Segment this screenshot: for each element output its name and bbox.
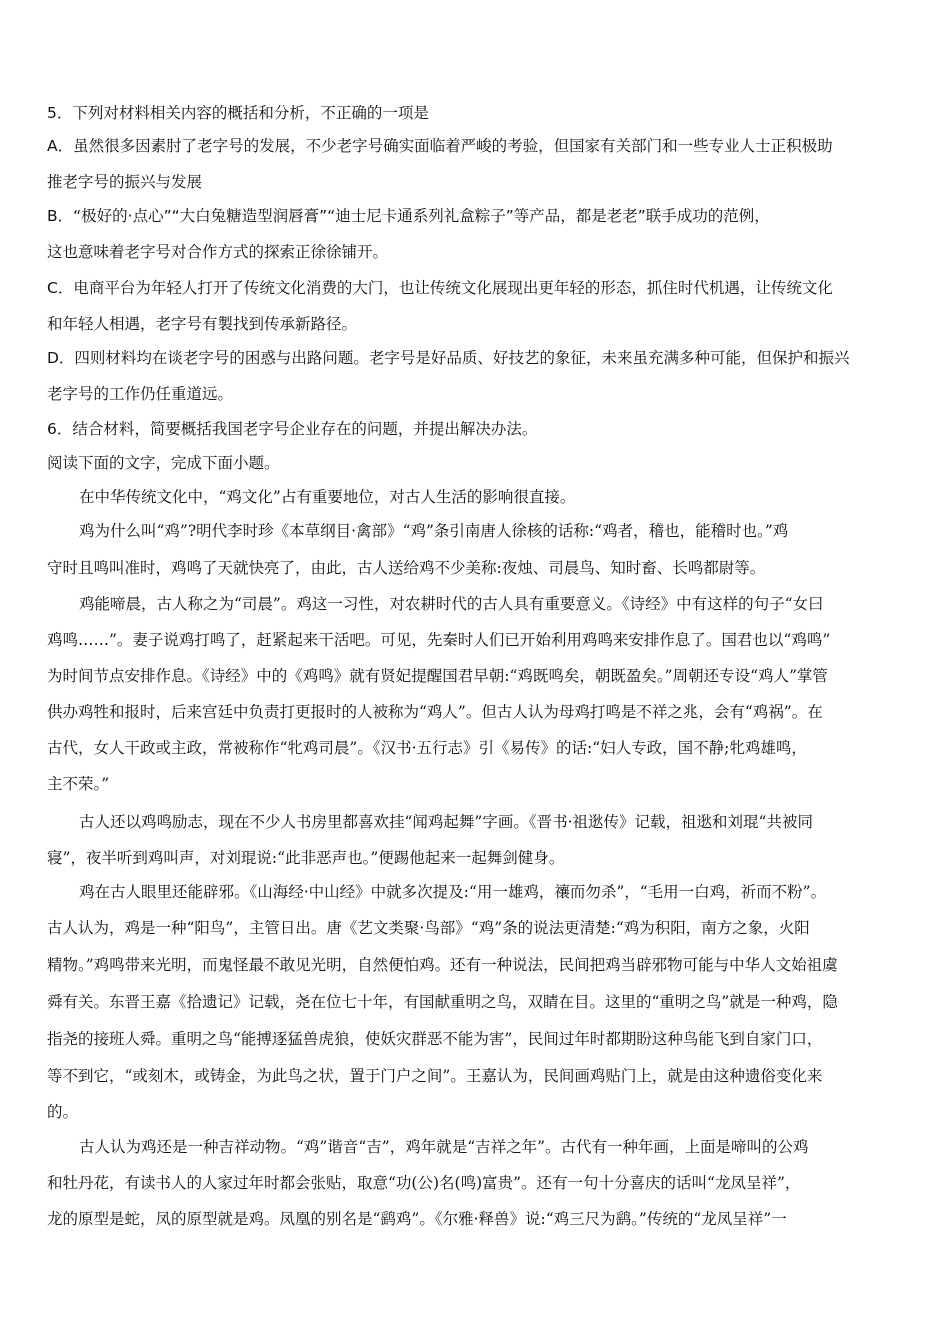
passage-line: 鸡能啼晨，古人称之为“司晨”。鸡这一习性，对农耕时代的古人具有重要意义。《诗经》中有这样的句子“女曰 xyxy=(79,595,824,613)
option-c-line-2: 和年轻人相遇，老字号有製找到传承新路径。 xyxy=(47,315,358,333)
option-d-line-2: 老字号的工作仍任重道远。 xyxy=(47,385,234,403)
option-a-line-2: 推老字号的振兴与发展 xyxy=(47,173,203,191)
passage-line: 龙的原型是蛇，凤的原型就是鸡。凤凰的别名是“鹞鸡”。《尔雅·释兽》说:“鸡三尺为鹞。”传统的“龙凤呈祥”一 xyxy=(47,1210,787,1228)
passage-line: 在中华传统文化中，“鸡文化”占有重要地位，对古人生活的影响很直接。 xyxy=(79,488,576,506)
passage-line: 和牡丹花，有读书人的人家过年时都会张贴，取意“功(公)名(鸣)富贵”。还有一句十分喜庆的话叫“龙凤呈祥”， xyxy=(47,1174,801,1192)
passage-line: 鸡鸣……”。妻子说鸡打鸣了，赶紧起来干活吧。可见，先秦时人们已开始利用鸡鸣来安排作息了。国君也以“鸡鸣” xyxy=(47,631,831,649)
option-b-line-2: 这也意味着老字号对合作方式的探索正徐徐铺开。 xyxy=(47,243,389,261)
passage-line: 供办鸡牲和报时，后来宫廷中负责打更报时的人被称为“鸡人”。但古人认为母鸡打鸣是不祥之兆，会有“鸡祸”。在 xyxy=(47,703,823,721)
passage-line: 寝”，夜半听到鸡叫声，对刘琨说:“此非恶声也。”便踢他起来一起舞剑健身。 xyxy=(47,849,565,867)
passage-line: 主不荣。” xyxy=(47,775,110,793)
passage-line: 精物。”鸡鸣带来光明，而鬼怪最不敢见光明，自然便怕鸡。还有一种说法，民间把鸡当辟邪物可能与中华人文始祖虞 xyxy=(47,956,838,974)
passage-line: 古人认为鸡还是一种吉祥动物。“鸡”谐音“吉”，鸡年就是“吉祥之年”。古代有一种年画，上面是啼叫的公鸡 xyxy=(79,1138,809,1156)
passage-line: 等不到它，“或刻木，或铸金，为此鸟之状，置于门户之间”。王嘉认为，民间画鸡贴门上，就是由这种遗俗变化来 xyxy=(47,1067,823,1085)
question-6-stem: 6．结合材料，简要概括我国老字号企业存在的问题，并提出解决办法。 xyxy=(47,420,538,438)
option-b-line-1: B．“极好的·点心”“大白兔糖造型润唇膏”“迪士尼卡通系列礼盒粽子”等产品，都是老老”联手成功的范例， xyxy=(47,207,770,225)
passage-line: 指尧的接班人舜。重明之鸟“能搏逐猛兽虎狼，使妖灾群恶不能为害”，民间过年时都期盼这种鸟能飞到自家门口， xyxy=(47,1030,823,1048)
passage-line: 鸡为什么叫“鸡”?明代李时珍《本草纲目·禽部》“鸡”条引南唐人徐核的话称:“鸡者，稽也，能稽时也。”鸡 xyxy=(79,522,789,540)
passage-line: 为时间节点安排作息。《诗经》中的《鸡鸣》就有贤妃提醒国君早朝:“鸡既鸣矣，朝既盈矣。”周朝还专设“鸡人”掌管 xyxy=(47,667,828,685)
passage-line: 古代，女人干政或主政，常被称作“牝鸡司晨”。《汉书·五行志》引《易传》的话:“妇人专政，国不静;牝鸡雄鸣， xyxy=(47,739,807,757)
question-5-stem: 5．下列对材料相关内容的概括和分析，不正确的一项是 xyxy=(47,104,429,122)
passage-line: 鸡在古人眼里还能辟邪。《山海经·中山经》中就多次提及:“用一雄鸡，禳而勿杀”，“毛用一白鸡，祈而不粉”。 xyxy=(79,883,827,901)
passage-line: 古人认为，鸡是一种“阳鸟”，主管日出。唐《艺文类聚·鸟部》“鸡”条的说法更清楚:“鸡为积阳，南方之象，火阳 xyxy=(47,919,810,937)
option-d-line-1: D．四则材料均在谈老字号的困惑与出路问题。老字号是好品质、好技艺的象征，未来虽充满多种可能，但保护和振兴 xyxy=(47,349,850,367)
passage-line: 舜有关。东晋王嘉《拾遗记》记载，尧在位七十年，有国献重明之鸟，双睛在目。这里的“重明之鸟”就是一种鸡，隐 xyxy=(47,993,838,1011)
passage-line: 古人还以鸡鸣励志，现在不少人书房里都喜欢挂“闻鸡起舞”字画。《晋书·祖逖传》记载，祖逖和刘琨“共被同 xyxy=(79,813,813,831)
option-c-line-1: C．电商平台为年轻人打开了传统文化消费的大门，也让传统文化展现出更年轻的形态，抓住时代机遇，让传统文化 xyxy=(47,279,833,297)
option-a-line-1: A．虽然很多因素肘了老字号的发展，不少老字号确实面临着严峻的考验，但国家有关部门和一些专业人士正积极助 xyxy=(47,137,833,155)
reading-instruction: 阅读下面的文字，完成下面小题。 xyxy=(47,454,280,472)
passage-line: 的。 xyxy=(47,1103,79,1121)
passage-line: 守时且鸣叫准时，鸡鸣了天就快亮了，由此，古人送给鸡不少美称:夜烛、司晨鸟、知时畜、长鸣都尉等。 xyxy=(47,559,766,577)
